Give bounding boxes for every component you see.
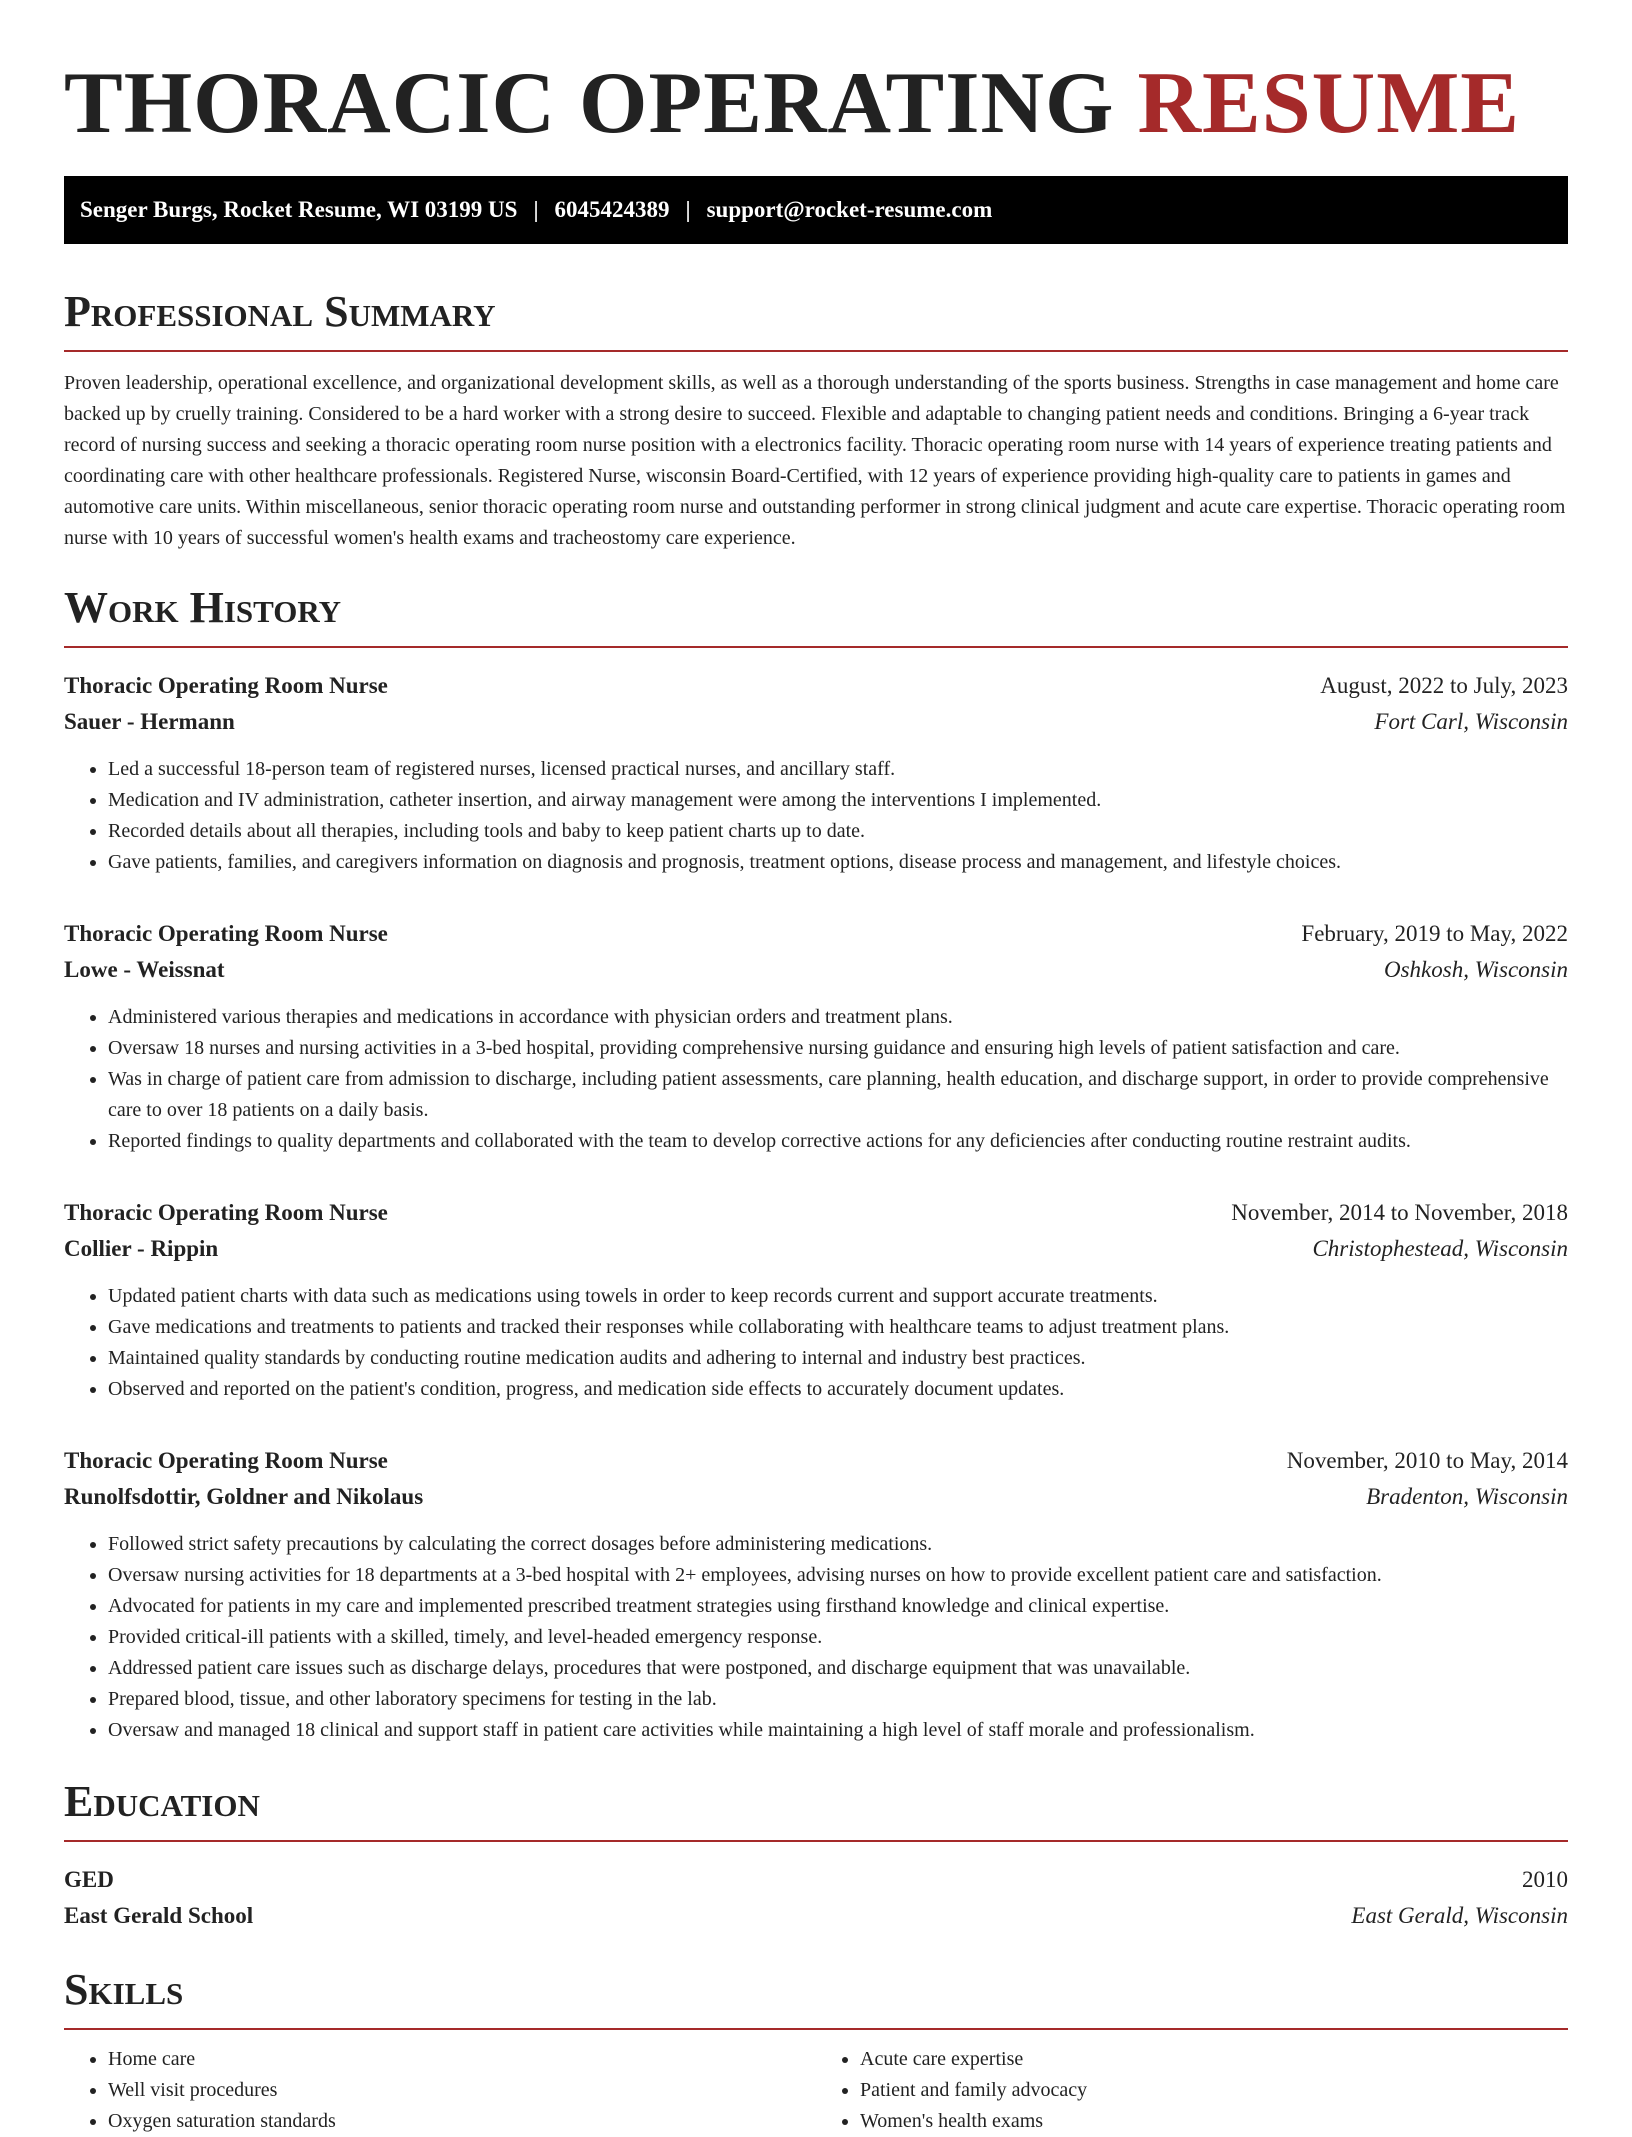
job-title: Thoracic Operating Room Nurse	[64, 921, 388, 946]
skill-item: • Home care	[108, 2044, 816, 2075]
job-bullet: • Updated patient charts with data such as medications using towels in order to keep records current and support accurate treatments.	[108, 1281, 1568, 1312]
education-location: East Gerald, Wisconsin	[1351, 1903, 1568, 1928]
job-bullet: • Administered various therapies and medications in accordance with physician orders and treatment plans.	[108, 1002, 1568, 1033]
job-bullet: • Oversaw nursing activities for 18 departments at a 3-bed hospital with 2+ employees, advising nurses on how to provide excellent patient care and satisfaction.	[108, 1560, 1568, 1591]
job-dates: November, 2010 to May, 2014	[1286, 1448, 1568, 1473]
education-section	[64, 1776, 1568, 1934]
job-bullet: • Maintained quality standards by conducting routine medication audits and adhering to internal and industry best practices.	[108, 1343, 1568, 1374]
skills-list-left	[64, 2044, 816, 2137]
job-entry	[64, 1195, 1568, 1405]
contact-phone: 6045424389	[554, 197, 670, 222]
resume-title	[64, 56, 1568, 152]
education-school: East Gerald School	[64, 1903, 254, 1928]
job-bullet: • Advocated for patients in my care and implemented prescribed treatment strategies using firsthand knowledge and clinical expertise.	[108, 1591, 1568, 1622]
job-dates: August, 2022 to July, 2023	[1320, 673, 1568, 698]
job-bullet: • Was in charge of patient care from admission to discharge, including patient assessments, care planning, health education, and discharge support, in order to provide comprehensive care to over 18 patients on a daily basis.	[108, 1064, 1568, 1126]
job-bullet: • Oversaw and managed 18 clinical and support staff in patient care activities while maintaining a high level of staff morale and professionalism.	[108, 1715, 1568, 1746]
job-bullet: • Reported findings to quality departments and collaborated with the team to develop corrective actions for any deficiencies after conducting routine restraint audits.	[108, 1126, 1568, 1157]
job-title: Thoracic Operating Room Nurse	[64, 1200, 388, 1225]
job-bullet: • Addressed patient care issues such as discharge delays, procedures that were postponed, and discharge equipment that was unavailable.	[108, 1653, 1568, 1684]
skill-item: • Patient and family advocacy	[860, 2075, 1568, 2106]
skill-item: • Oxygen saturation standards	[108, 2106, 816, 2137]
work-history-heading: Work History	[64, 582, 1568, 648]
job-bullet: • Observed and reported on the patient's condition, progress, and medication side effects to accurately document updates.	[108, 1374, 1568, 1405]
job-location: Oshkosh, Wisconsin	[1384, 957, 1568, 982]
education-year: 2010	[1522, 1867, 1568, 1892]
job-entry	[64, 1443, 1568, 1746]
job-entry	[64, 916, 1568, 1157]
job-bullet: • Followed strict safety precautions by calculating the correct dosages before administering medications.	[108, 1529, 1568, 1560]
job-company: Sauer - Hermann	[64, 709, 235, 734]
job-bullet: • Gave patients, families, and caregivers information on diagnosis and prognosis, treatment options, disease process and management, and lifestyle choices.	[108, 847, 1568, 878]
skill-item: • Women's health exams	[860, 2106, 1568, 2137]
job-bullet: • Oversaw 18 nurses and nursing activities in a 3-bed hospital, providing comprehensive nursing guidance and ensuring high levels of patient satisfaction and care.	[108, 1033, 1568, 1064]
summary-text: Proven leadership, operational excellence, and organizational development skills, as well as a thorough understanding of the sports business. Strengths in case management and home care backed up by cruelly training. Considered to be a hard worker with a strong desire to succeed. Flexible and adaptable to changing patient needs and conditions. Bringing a 6-year track record of nursing success and seeking a thoracic operating room nurse position with a electronics facility. Thoracic operating room nurse with 14 years of experience treating patients and coordinating care with other healthcare professionals. Registered Nurse, wisconsin Board-Certified, with 12 years of experience providing high-quality care to patients in games and automotive care units. Within miscellaneous, senior thoracic operating room nurse and outstanding performer in strong clinical judgment and acute care expertise. Thoracic operating room nurse with 10 years of successful women's health exams and tracheostomy care experience.	[64, 372, 1566, 549]
job-bullet: • Led a successful 18-person team of registered nurses, licensed practical nurses, and ancillary staff.	[108, 754, 1568, 785]
job-bullet: • Prepared blood, tissue, and other laboratory specimens for testing in the lab.	[108, 1684, 1568, 1715]
job-company: Runolfsdottir, Goldner and Nikolaus	[64, 1484, 424, 1509]
summary-heading: Professional Summary	[64, 286, 1568, 352]
job-bullet: • Recorded details about all therapies, including tools and baby to keep patient charts up to date.	[108, 816, 1568, 847]
job-bullet: • Medication and IV administration, catheter insertion, and airway management were among the interventions I implemented.	[108, 785, 1568, 816]
job-company: Collier - Rippin	[64, 1236, 219, 1261]
contact-email[interactable]: support@rocket-resume.com	[706, 197, 993, 222]
job-location: Bradenton, Wisconsin	[1366, 1484, 1568, 1509]
title-main: THORACIC OPERATING	[64, 55, 1115, 152]
job-location: Fort Carl, Wisconsin	[1374, 709, 1568, 734]
job-dates: November, 2014 to November, 2018	[1231, 1200, 1568, 1225]
education-heading: Education	[64, 1776, 1568, 1842]
job-bullets	[64, 1002, 1568, 1157]
job-title: Thoracic Operating Room Nurse	[64, 1448, 388, 1473]
job-location: Christophestead, Wisconsin	[1312, 1236, 1568, 1261]
title-accent: RESUME	[1137, 55, 1520, 152]
job-bullets	[64, 1529, 1568, 1746]
summary-section	[64, 286, 1568, 554]
job-dates: February, 2019 to May, 2022	[1301, 921, 1568, 946]
education-entry	[64, 1862, 1568, 1934]
contact-bar	[64, 176, 1568, 244]
job-entry	[64, 668, 1568, 878]
skill-item: • Acute care expertise	[860, 2044, 1568, 2075]
skills-list-right	[816, 2044, 1568, 2137]
skills-heading: Skills	[64, 1964, 1568, 2030]
job-company: Lowe - Weissnat	[64, 957, 225, 982]
skills-section	[64, 1964, 1568, 2137]
job-bullet: • Gave medications and treatments to patients and tracked their responses while collaborating with healthcare teams to adjust treatment plans.	[108, 1312, 1568, 1343]
job-title: Thoracic Operating Room Nurse	[64, 673, 388, 698]
job-bullet: • Provided critical-ill patients with a skilled, timely, and level-headed emergency response.	[108, 1622, 1568, 1653]
work-history-section	[64, 582, 1568, 1746]
contact-address: Senger Burgs, Rocket Resume, WI 03199 US	[80, 197, 518, 222]
contact-separator: |	[533, 197, 539, 222]
skills-columns	[64, 2044, 1568, 2137]
education-degree: GED	[64, 1867, 114, 1892]
contact-separator: |	[685, 197, 691, 222]
skill-item: • Well visit procedures	[108, 2075, 816, 2106]
job-bullets	[64, 1281, 1568, 1405]
job-bullets	[64, 754, 1568, 878]
